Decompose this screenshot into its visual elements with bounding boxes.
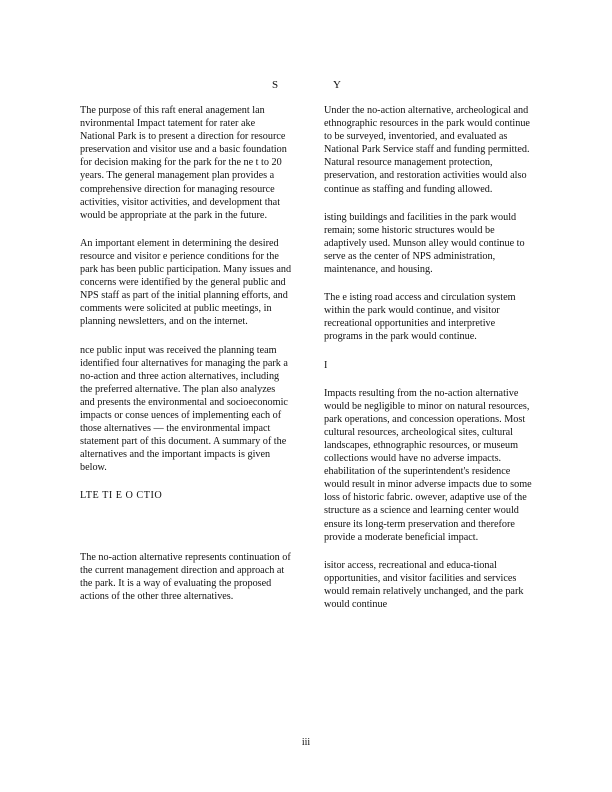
public-participation-paragraph: An important element in determining the desired resource and visitor e perience conditions for the park has been public participation. Many issues and concerns were identified by the general public and NPS staff as part of the initial planning efforts, and comments were solicited at public meetings, in planning newsletters, and on the internet. xyxy=(80,237,292,328)
page-number: iii xyxy=(301,737,311,748)
purpose-paragraph: The purpose of this raft eneral anagement lan nvironmental Impact tatement for rater ake National Park is to present a direction for resource preservation and visitor use and a basic foundation for decision making for the park for the ne t to 20 years. The general management plan provides a comprehensive direction for managing resource activities, visitor activities, and development that would be appropriate at the park in the future. xyxy=(80,105,287,221)
heading-part-1: S xyxy=(272,79,279,91)
left-column xyxy=(80,104,292,618)
section-subheading: LTE TI E O CTIO xyxy=(80,490,163,502)
buildings-paragraph: isting buildings and facilities in the park would remain; some historic structures would be adaptively used. Munson alley would continue to serve as the center of NPS administration, maintenance, and housing. xyxy=(324,211,525,276)
resources-paragraph: Under the no-action alternative, archeological and ethnographic resources in the park would continue to be surveyed, inventoried, and evaluated as National Park Service staff and funding permitted. Natural resource management protection, preservation, and restoration activities would also continue as staffing and funding allowed. xyxy=(324,105,530,195)
right-column xyxy=(324,104,536,626)
no-action-paragraph: The no-action alternative represents continuation of the current management direction and approach at the park. It is a way of evaluating the proposed actions of the other three alternatives. xyxy=(80,551,291,602)
page-heading xyxy=(0,79,612,93)
heading-part-2: Y xyxy=(333,79,341,91)
road-access-paragraph: The e isting road access and circulation system within the park would continue, and visitor recreational opportunities and interpretive programs in the park would continue. xyxy=(324,292,516,343)
visitor-access-paragraph: isitor access, recreational and educa-tional opportunities, and visitor facilities and services would remain relatively unchanged, and the park would continue xyxy=(324,559,524,610)
impacts-subheading: I xyxy=(324,359,328,371)
impacts-paragraph: Impacts resulting from the no-action alternative would be negligible to minor on natural resources, park operations, and concession operations. Most cultural resources, archeological sites, cultural landscapes, ethnographic resources, or museum collections would have no adverse impacts. ehabilitation of the superintendent's residence would result in minor adverse impacts due to some loss of historic fabric. owever, adaptive use of the structure as a science and learning center would ensure its long-term preservation and therefore provide a moderate beneficial impact. xyxy=(324,387,532,543)
alternatives-paragraph: nce public input was received the planning team identified four alternatives for managing the park a no-action and three action alternatives, including the preferred alternative. The plan also analyzes and presents the environmental and socioeconomic impacts or conse uences of implementing each of those alternatives — the environmental impact statement part of this document. A summary of the alternatives and the important impacts is given below. xyxy=(80,344,288,474)
